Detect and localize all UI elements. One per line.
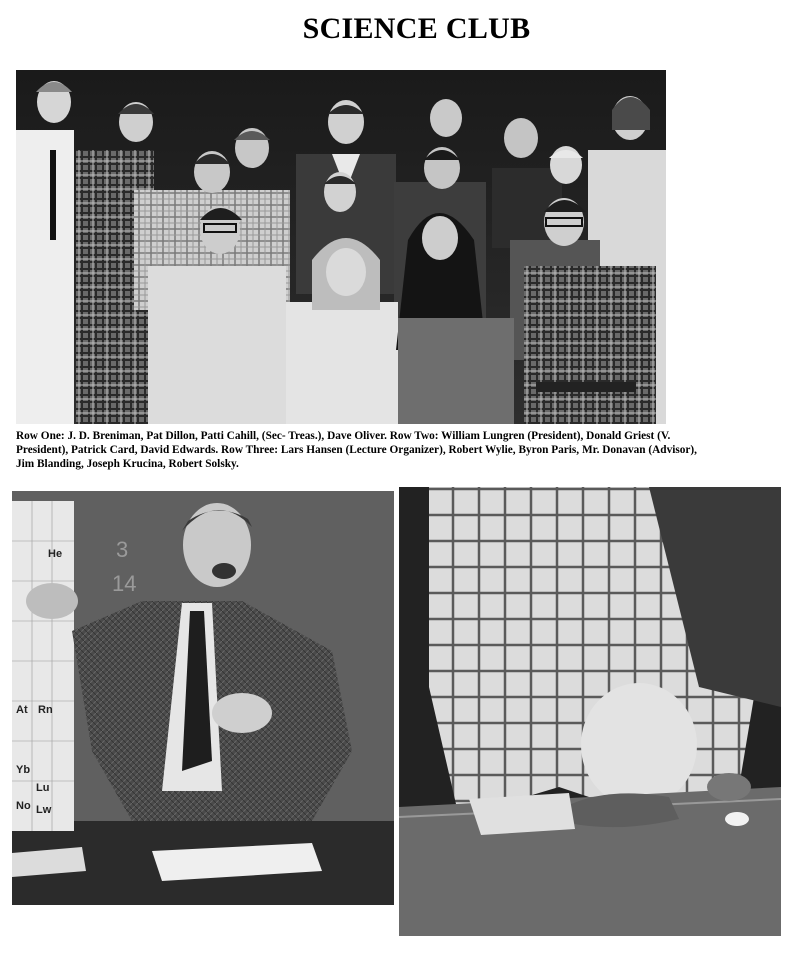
periodic-symbol: He	[48, 548, 63, 560]
photo-caption: Row One: J. D. Breniman, Pat Dillon, Patti Cahill, (Sec- Treas.), Dave Oliver. Row Two: William Lungren (President), Donald Griest (V. President), Patrick Card, David Edwards. Row Three: Lars Hansen (Lecture Organizer), Robert Wylie, Byron Paris, Mr. Donavan (Advisor), Jim Blanding, Joseph Krucina, Robert Solsky.	[16, 430, 698, 470]
group-photo	[16, 70, 666, 424]
chalk-number: 14	[112, 571, 137, 596]
group-photo-illustration	[16, 70, 666, 424]
teacher-photo	[12, 491, 394, 905]
periodic-symbol: Yb	[16, 764, 31, 776]
periodic-symbol: No	[16, 800, 31, 812]
bench-photo-illustration	[399, 487, 781, 936]
periodic-symbol: Rn	[38, 704, 53, 716]
page-title: SCIENCE CLUB	[302, 12, 531, 45]
chalk-number: 3	[116, 537, 129, 562]
periodic-symbol: At	[16, 704, 28, 716]
periodic-symbol: Lu	[36, 782, 50, 794]
teacher-photo-illustration	[12, 491, 394, 905]
periodic-symbol: Lw	[36, 804, 52, 816]
bench-photo	[399, 487, 781, 936]
